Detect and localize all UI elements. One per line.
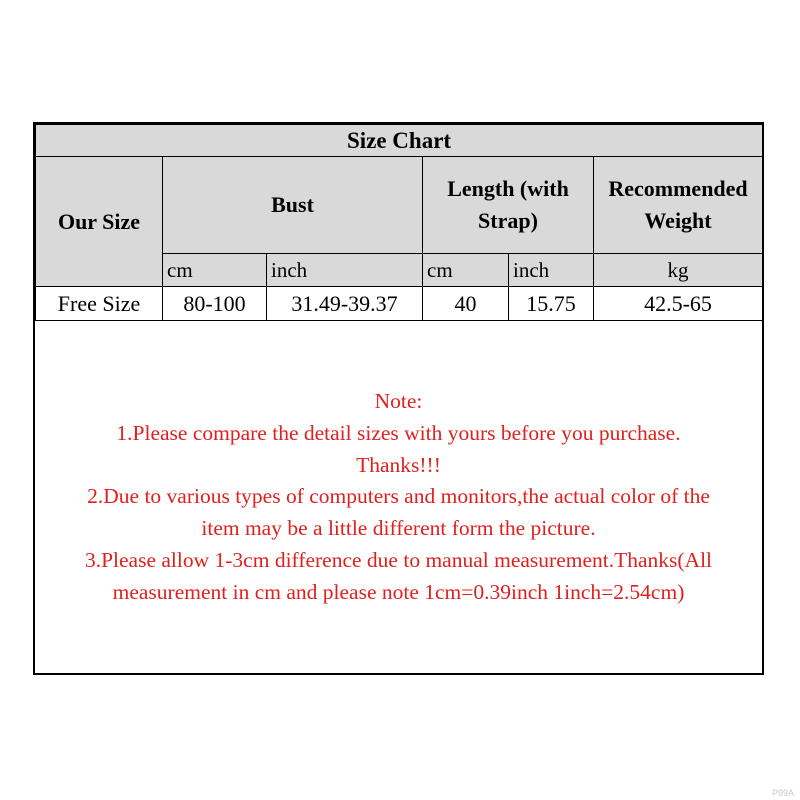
note-line: 1.Please compare the detail sizes with yours before you purchase. <box>116 420 681 445</box>
unit-length-inch: inch <box>509 254 594 287</box>
table-row <box>36 287 763 321</box>
cell-bust-cm: 80-100 <box>163 287 267 321</box>
notes-block <box>35 386 762 609</box>
cell-length-inch: 15.75 <box>509 287 594 321</box>
note-line: 2.Due to various types of computers and monitors,the actual color of the <box>87 484 710 509</box>
notes-heading: Note: <box>374 389 423 413</box>
header-our-size: Our Size <box>36 157 163 287</box>
cell-size: Free Size <box>36 287 163 321</box>
cell-weight-kg: 42.5-65 <box>594 287 763 321</box>
note-line: item may be a little different form the picture. <box>201 516 596 541</box>
note-line: Thanks!!! <box>356 452 441 477</box>
size-chart-panel <box>33 122 764 675</box>
header-weight: Recommended Weight <box>594 157 763 254</box>
unit-weight-kg: kg <box>594 254 763 287</box>
cell-length-cm: 40 <box>423 287 509 321</box>
note-line: 3.Please allow 1-3cm difference due to manual measurement.Thanks(All <box>84 547 713 572</box>
table-title: Size Chart <box>36 125 763 157</box>
header-bust: Bust <box>163 157 423 254</box>
size-chart-table <box>35 124 763 321</box>
unit-length-cm: cm <box>423 254 509 287</box>
unit-bust-cm: cm <box>163 254 267 287</box>
note-line: measurement in cm and please note 1cm=0.39inch 1inch=2.54cm) <box>112 579 685 604</box>
header-length: Length (with Strap) <box>423 157 594 254</box>
watermark: P99A <box>771 788 794 798</box>
unit-bust-inch: inch <box>267 254 423 287</box>
cell-bust-inch: 31.49-39.37 <box>267 287 423 321</box>
